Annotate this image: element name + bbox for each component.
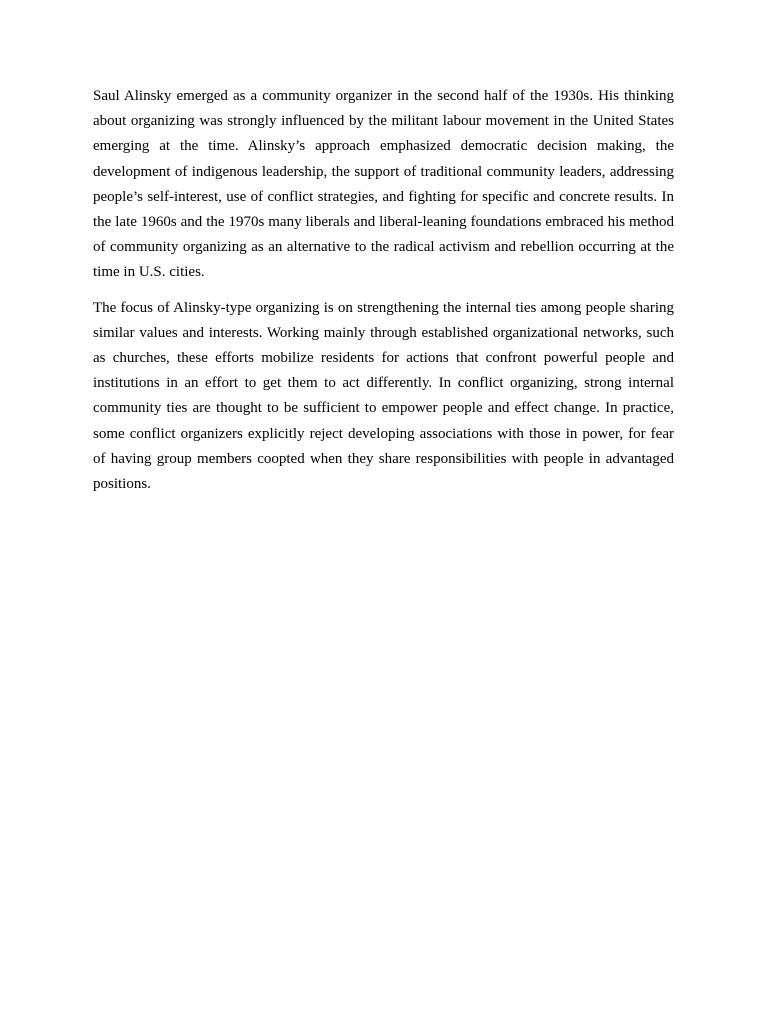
document-body [93,84,674,497]
paragraph-alinsky-type-organizing: The focus of Alinsky-type organizing is on strengthening the internal ties among people sharing similar values and interests. Working mainly through established organizational networks, such as churches, these efforts mobilize residents for actions that confront powerful people and institutions in an effort to get them to act differently. In conflict organizing, strong internal community ties are thought to be sufficient to empower people and effect change. In practice, some conflict organizers explicitly reject developing associations with those in power, for fear of having group members coopted when they share responsibilities with people in advantaged positions. [93,299,674,493]
paragraph-alinsky-background: Saul Alinsky emerged as a community organizer in the second half of the 1930s. His thinking about organizing was strongly influenced by the militant labour movement in the United States emerging at the time. Alinsky’s approach emphasized democratic decision making, the development of indigenous leadership, the support of traditional community leaders, addressing people’s self-interest, use of conflict strategies, and fighting for specific and concrete results. In the late 1960s and the 1970s many liberals and liberal-leaning foundations embraced his method of community organizing as an alternative to the radical activism and rebellion occurring at the time in U.S. cities. [93,88,674,281]
